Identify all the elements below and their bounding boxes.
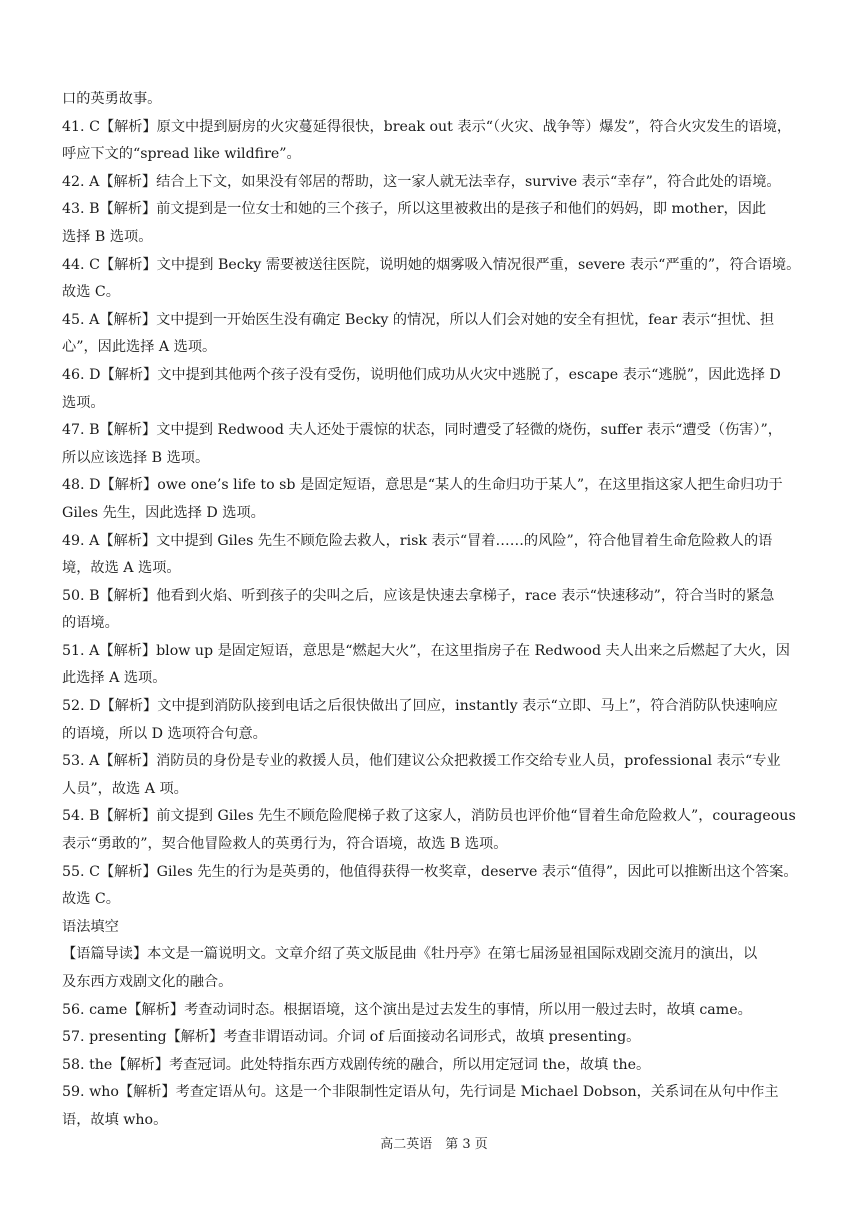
page-footer: 高二英语 第 3 页 [380, 1137, 488, 1152]
text-line: 58. the【解析】考查冠词。此处特指东西方戏剧传统的融合，所以用定冠词 the，故填 the。 [62, 1056, 651, 1073]
text-line: 59. who【解析】考查定语从句。这是一个非限制性定语从句，先行词是 Michael Dobson，关系词在从句中作主 [62, 1084, 779, 1101]
text-line: 51. A【解析】blow up 是固定短语，意思是“燃起大火”，在这里指房子在 Redwood 夫人出来之后燃起了大火，因 [62, 642, 790, 659]
text-line: 45. A【解析】文中提到一开始医生没有确定 Becky 的情况，所以人们会对她的安全有担忧，fear 表示“担忧、担 [62, 311, 775, 328]
text-line: 52. D【解析】文中提到消防队接到电话之后很快做出了回应，instantly 表示“立即、马上”，符合消防队快速响应 [62, 698, 778, 715]
text-line: 49. A【解析】文中提到 Giles 先生不顾危险去救人，risk 表示“冒着……的风险”，符合他冒着生命危险救人的语 [62, 532, 773, 549]
text-line: 所以应该选择 B 选项。 [62, 449, 210, 466]
text-line: 故选 C。 [62, 284, 120, 301]
text-line: Giles 先生，因此选择 D 选项。 [62, 504, 265, 521]
text-line: 55. C【解析】Giles 先生的行为是英勇的，他值得获得一枚奖章，deserve 表示“值得”，因此可以推断出这个答案。 [62, 863, 798, 880]
section-heading: 语法填空 [62, 918, 119, 935]
text-line: 选择 B 选项。 [62, 228, 153, 245]
text-line: 的语境。 [62, 615, 119, 632]
text-line: 人员”，故选 A 项。 [62, 780, 188, 797]
text-line: 46. D【解析】文中提到其他两个孩子没有受伤，说明他们成功从火灾中逃脱了，escape 表示“逃脱”，因此选择 D [62, 366, 781, 383]
text-line: 境，故选 A 选项。 [62, 560, 181, 577]
text-line: 及东西方戏剧文化的融合。 [62, 974, 233, 990]
text-line: 语，故填 who。 [62, 1111, 168, 1128]
text-line: 口的英勇故事。 [62, 91, 162, 107]
text-line: 故选 C。 [62, 891, 120, 908]
text-line: 54. B【解析】前文提到 Giles 先生不顾危险爬梯子救了这家人，消防员也评价他“冒着生命危险救人”，courageous [62, 808, 796, 825]
text-line: 选项。 [62, 394, 105, 411]
text-line: 48. D【解析】owe one’s life to sb 是固定短语，意思是“某人的生命归功于某人”，在这里指这家人把生命归功于 [62, 477, 783, 494]
text-line: 41. C【解析】原文中提到厨房的火灾蔓延得很快，break out 表示“（火灾、战争等）爆发”，符合火灾发生的语境， [62, 118, 792, 135]
text-line: 42. A【解析】结合上下文，如果没有邻居的帮助，这一家人就无法幸存，survive 表示“幸存”，符合此处的语境。 [62, 173, 781, 190]
text-line: 56. came【解析】考查动词时态。根据语境，这个演出是过去发生的事情，所以用一般过去时，故填 came。 [62, 1001, 752, 1018]
answer-explanations [62, 86, 808, 1135]
text-line: 43. B【解析】前文提到是一位女士和她的三个孩子，所以这里被救出的是孩子和他们的妈妈，即 mother，因此 [62, 201, 767, 218]
text-line: 50. B【解析】他看到火焰、听到孩子的尖叫之后，应该是快速去拿梯子，race 表示“快速移动”，符合当时的紧急 [62, 587, 775, 604]
text-line: 此选择 A 选项。 [62, 670, 167, 687]
text-line: 的语境，所以 D 选项符合句意。 [62, 725, 267, 742]
text-line: 心”，因此选择 A 选项。 [62, 339, 217, 356]
text-line: 【语篇导读】本文是一篇说明文。文章介绍了英文版昆曲《牡丹亭》在第七届汤显祖国际戏剧交流月的演出，以 [62, 946, 758, 963]
text-line: 呼应下文的“spread like wildfire”。 [62, 146, 301, 163]
text-line: 44. C【解析】文中提到 Becky 需要被送往医院，说明她的烟雾吸入情况很严重，severe 表示“严重的”，符合语境。 [62, 256, 801, 273]
text-line: 53. A【解析】消防员的身份是专业的救援人员，他们建议公众把救援工作交给专业人员，professional 表示“专业 [62, 753, 781, 770]
text-line: 表示“勇敢的”，契合他冒险救人的英勇行为，符合语境，故选 B 选项。 [62, 836, 508, 853]
text-line: 47. B【解析】文中提到 Redwood 夫人还处于震惊的状态，同时遭受了轻微的烧伤，suffer 表示“遭受（伤害）”， [62, 422, 782, 439]
text-line: 57. presenting【解析】考查非谓语动词。介词 of 后面接动名词形式，故填 presenting。 [62, 1029, 641, 1046]
